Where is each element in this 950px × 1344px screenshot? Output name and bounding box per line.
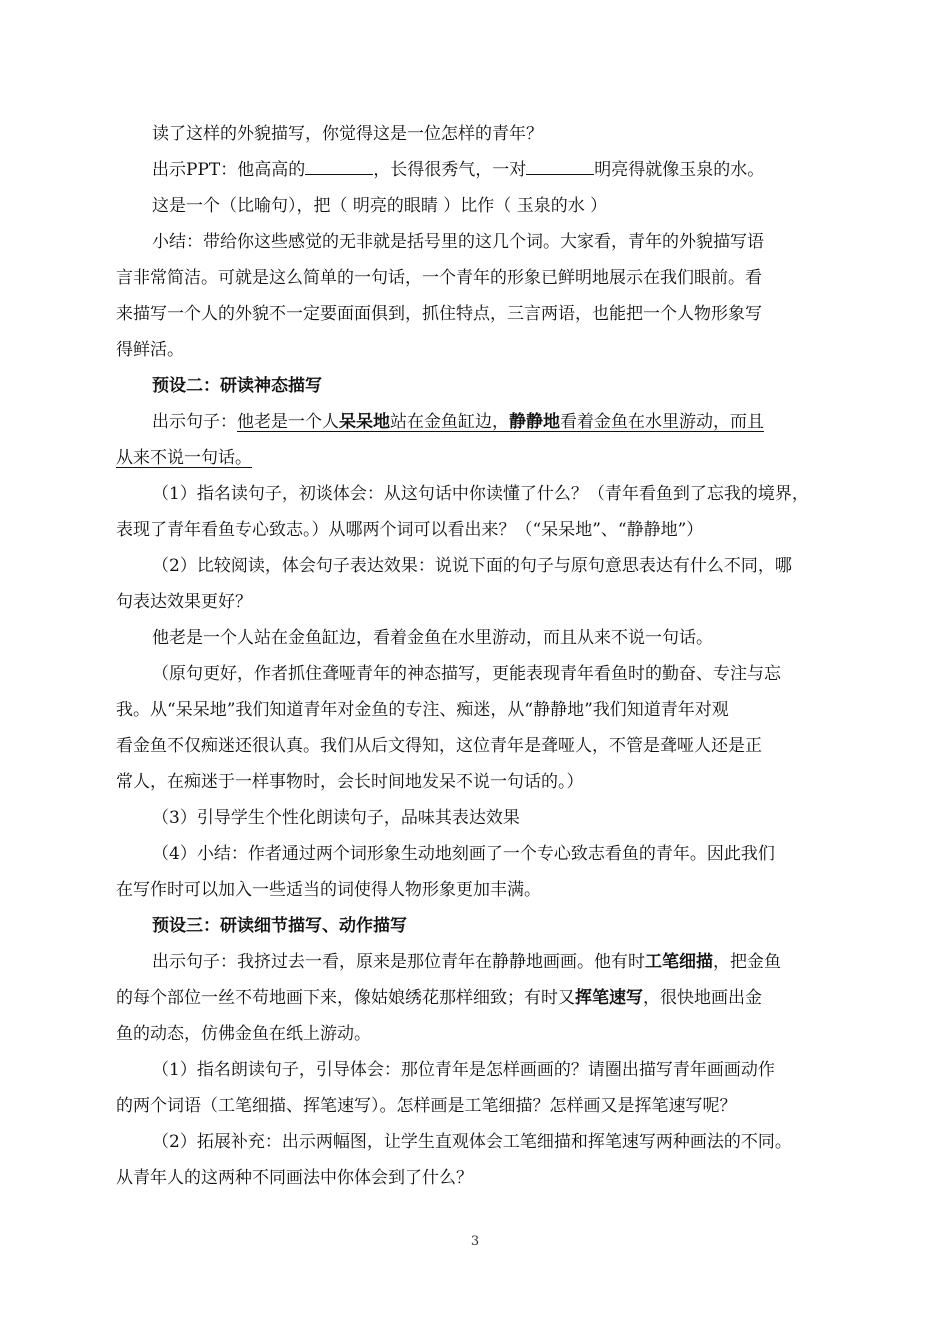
text: 出示PPT：他高高的 — [152, 160, 306, 180]
text: 看着金鱼在水里游动，而且 — [560, 412, 764, 432]
paragraph-sentence-3-line-3 — [116, 1016, 836, 1052]
text: 出示句子：我挤过去一看，原来是那位青年在静静地画画。他有时 — [152, 952, 645, 972]
text: （原句更好，作者抓住聋哑青年的神态描写，更能表现青年看鱼时的勤奋、专注与忘 — [152, 664, 781, 684]
text: （4）小结：作者通过两个词形象生动地刻画了一个专心致志看鱼的青年。因此我们 — [152, 844, 775, 864]
paragraph-summary-line-2 — [116, 260, 836, 296]
text: 我。从“呆呆地”我们知道青年对金鱼的专注、痴迷，从“静静地”我们知道青年对观 — [116, 700, 729, 720]
underlined-sentence — [237, 412, 764, 432]
text: 他老是一个人站在金鱼缸边，看着金鱼在水里游动，而且从来不说一句话。 — [152, 628, 713, 648]
bold-word: 静静地 — [509, 412, 560, 432]
bold-word: 呆呆地 — [339, 412, 390, 432]
text: （1）指名读句子，初谈体会：从这句话中你读懂了什么？（青年看鱼到了忘我的境界， — [152, 484, 809, 504]
text: 这是一个（比喻句），把（ 明亮的眼睛 ）比作（ 玉泉的水 ） — [152, 196, 608, 216]
text: ，很快地画出金 — [643, 988, 762, 1008]
paragraph-ppt — [152, 152, 836, 188]
paragraph-step-4-line-2 — [116, 872, 836, 908]
text: 言非常简洁。可就是这么简单的一句话，一个青年的形象已鲜明地展示在我们眼前。看 — [116, 268, 762, 288]
text: （3）引导学生个性化朗读句子，品味其表达效果 — [152, 808, 520, 828]
text: 看金鱼不仅痴迷还很认真。我们从后文得知，这位青年是聋哑人，不管是聋哑人还是正 — [116, 736, 762, 756]
paragraph-explanation-line-3 — [116, 728, 836, 764]
paragraph-sentence-2-line-1 — [152, 404, 836, 440]
paragraph-summary-line-3 — [116, 296, 836, 332]
text: 从青年人的这两种不同画法中你体会到了什么？ — [116, 1168, 473, 1188]
text: （1）指名朗读句子，引导体会：那位青年是怎样画画的？请圈出描写青年画画动作 — [152, 1060, 775, 1080]
text: 句表达效果更好？ — [116, 592, 252, 612]
text: （2）拓展补充：出示两幅图，让学生直观体会工笔细描和挥笔速写两种画法的不同。 — [152, 1132, 792, 1152]
bold-word: 挥笔速写 — [575, 988, 643, 1008]
paragraph-question — [152, 116, 836, 152]
paragraph-summary-line-4 — [116, 332, 836, 368]
paragraph-step-2-line-2 — [116, 584, 836, 620]
text: ，长得很秀气，一对 — [373, 160, 527, 180]
text: （2）比较阅读，体会句子表达效果：说说下面的句子与原句意思表达有什么不同，哪 — [152, 556, 792, 576]
paragraph-step-4-line-1 — [152, 836, 836, 872]
text: 表现了青年看鱼专心致志。）从哪两个词可以看出来？（“呆呆地”、“静静地”） — [116, 520, 704, 540]
paragraph-compare-sentence — [152, 620, 836, 656]
text: 常人，在痴迷于一样事物时，会长时间地发呆不说一句话的。） — [116, 772, 584, 792]
text: ，把金鱼 — [713, 952, 781, 972]
text: 读了这样的外貌描写，你觉得这是一位怎样的青年？ — [152, 124, 543, 144]
text: 明亮得就像玉泉的水。 — [594, 160, 765, 180]
paragraph-metaphor — [152, 188, 836, 224]
paragraph-step-3 — [152, 800, 836, 836]
paragraph-sentence-2-line-2 — [116, 440, 836, 476]
fill-blank-2 — [526, 160, 594, 175]
paragraph-step-2-line-1 — [152, 548, 836, 584]
paragraph-explanation-line-1 — [152, 656, 836, 692]
paragraph-step-3-1-line-1 — [152, 1052, 836, 1088]
text: 的两个词语（工笔细描、挥笔速写）。怎样画是工笔细描？怎样画又是挥笔速写呢？ — [116, 1096, 737, 1116]
underlined-sentence: 从来不说一句话。 — [116, 448, 252, 468]
bold-word: 工笔细描 — [645, 952, 713, 972]
page-number: 3 — [470, 1234, 480, 1249]
text: 站在金鱼缸边， — [390, 412, 509, 432]
section-heading-2 — [152, 368, 836, 404]
paragraph-step-3-1-line-2 — [116, 1088, 836, 1124]
text: 出示句子： — [152, 412, 237, 432]
text: 他老是一个人 — [237, 412, 339, 432]
text: 预设二：研读神态描写 — [152, 376, 322, 396]
text: 预设三：研读细节描写、动作描写 — [152, 916, 407, 936]
paragraph-step-1-line-1 — [152, 476, 836, 512]
paragraph-step-3-2-line-2 — [116, 1160, 836, 1196]
text: 在写作时可以加入一些适当的词使得人物形象更加丰满。 — [116, 880, 541, 900]
fill-blank-1 — [305, 160, 373, 175]
paragraph-explanation-line-2 — [116, 692, 836, 728]
paragraph-step-3-2-line-1 — [152, 1124, 836, 1160]
text: 来描写一个人的外貌不一定要面面俱到，抓住特点，三言两语，也能把一个人物形象写 — [116, 304, 762, 324]
text: 得鲜活。 — [116, 340, 184, 360]
text: 的每个部位一丝不苟地画下来，像姑娘绣花那样细致；有时又 — [116, 988, 575, 1008]
section-heading-3 — [152, 908, 836, 944]
paragraph-explanation-line-4 — [116, 764, 836, 800]
paragraph-sentence-3-line-2 — [116, 980, 836, 1016]
paragraph-step-1-line-2 — [116, 512, 836, 548]
paragraph-sentence-3-line-1 — [152, 944, 836, 980]
text: 小结：带给你这些感觉的无非就是括号里的这几个词。大家看，青年的外貌描写语 — [152, 232, 764, 252]
text: 鱼的动态，仿佛金鱼在纸上游动。 — [116, 1024, 371, 1044]
paragraph-summary-line-1 — [152, 224, 836, 260]
